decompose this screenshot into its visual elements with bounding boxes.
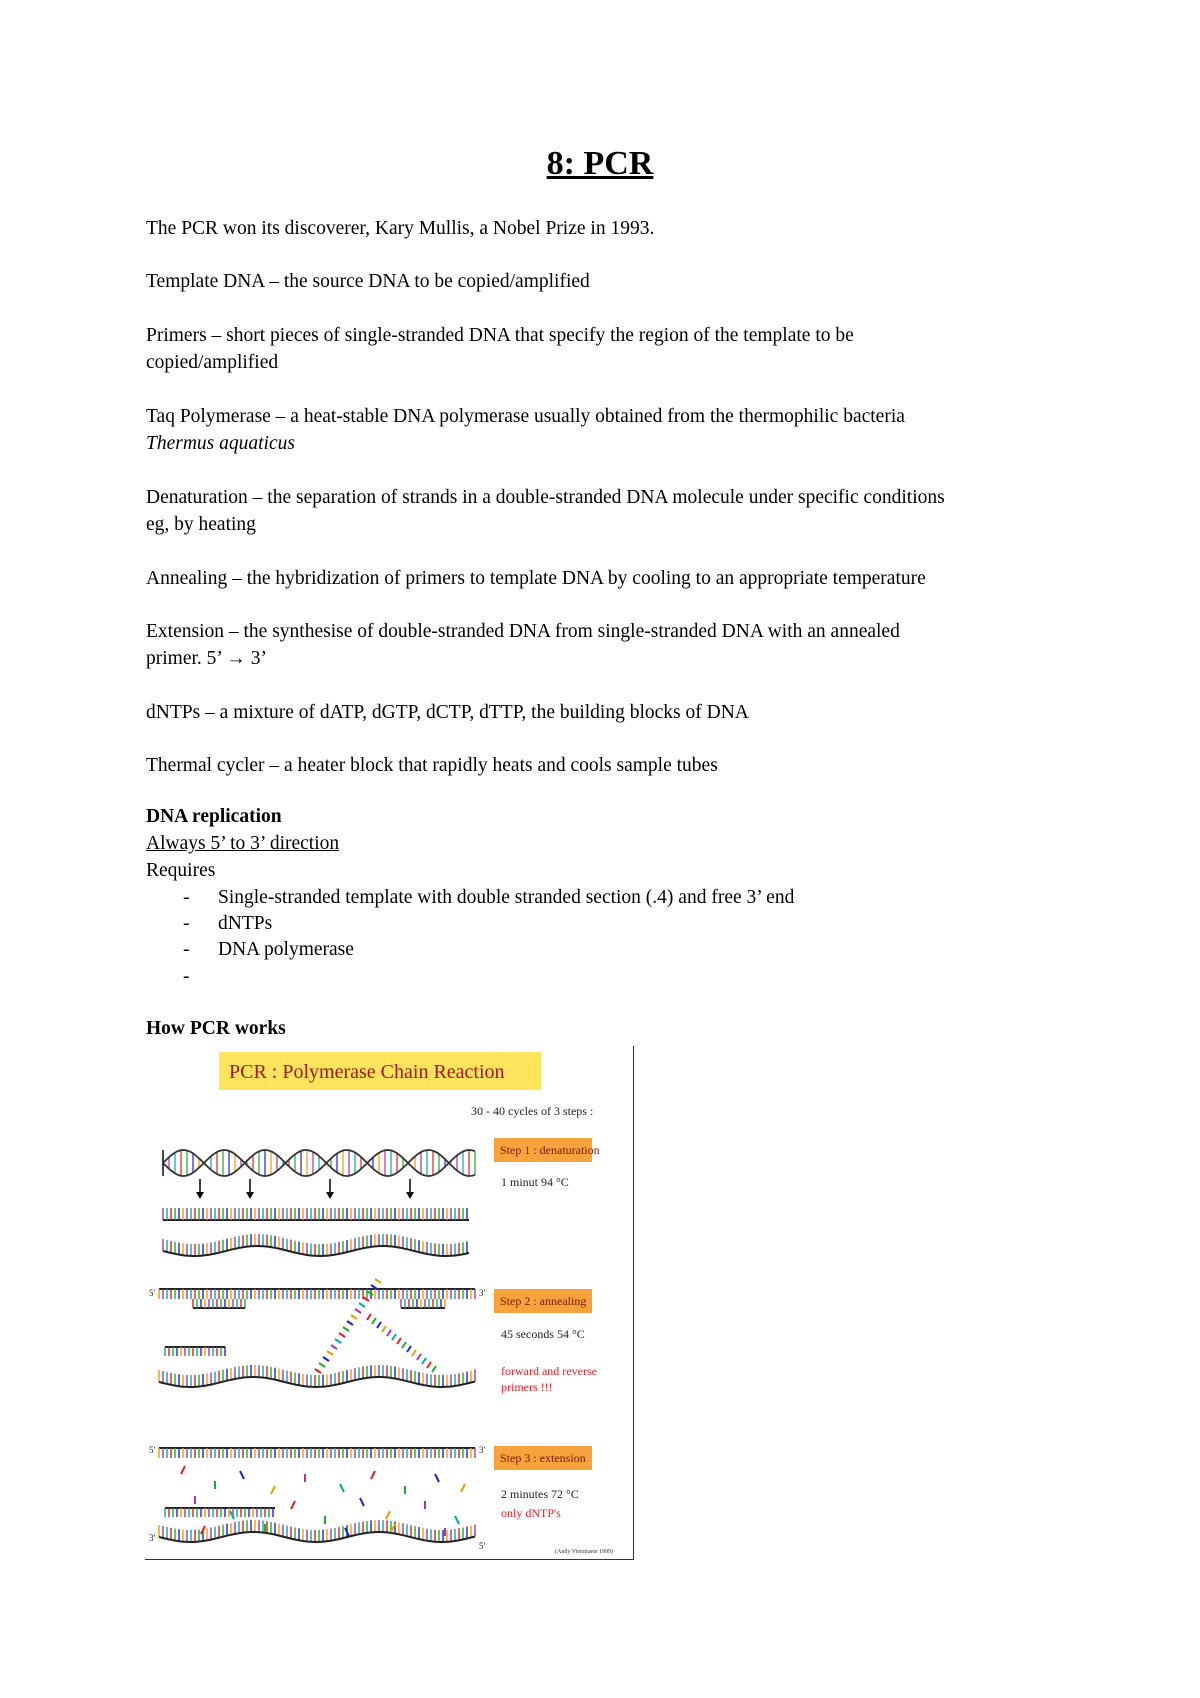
how-pcr-works-heading: How PCR works [146, 1018, 286, 1039]
dntp [386, 1511, 390, 1519]
figure-credit: (Andy Vierstraete 1999) [555, 1549, 614, 1555]
dntp [271, 1486, 275, 1494]
cycles-text: 30 - 40 cycles of 3 steps : [471, 1104, 594, 1118]
dntp [291, 1501, 295, 1509]
step2-note2: primers !!! [501, 1380, 553, 1394]
def-taq-line1: Taq Polymerase – a heat-stable DNA polymerase usually obtained from the thermophilic bacteria [146, 406, 905, 427]
def-denaturation-line2: eg, by heating [146, 514, 256, 535]
primer-base [427, 1362, 431, 1368]
primer-base [335, 1339, 341, 1343]
def-primers-line2: copied/amplified [146, 352, 279, 373]
primer-base [417, 1354, 421, 1360]
primer-base [351, 1315, 357, 1319]
def-extension [146, 618, 1076, 672]
primer-base [367, 1314, 371, 1320]
primer-base [407, 1346, 411, 1352]
dna-strands [159, 1150, 475, 1542]
banner-text: PCR : Polymerase Chain Reaction [229, 1061, 505, 1083]
bullet-marker: - [183, 966, 190, 987]
primer-base [363, 1297, 369, 1301]
primer-base [315, 1369, 321, 1373]
step2-label: Step 2 : annealing [500, 1294, 587, 1308]
dntp [455, 1516, 459, 1524]
pcr-diagram [145, 1046, 634, 1560]
bullet-marker: - [183, 913, 190, 934]
def-primers [146, 322, 1076, 376]
end-label: 3' [479, 1288, 486, 1298]
primer-base [359, 1303, 365, 1307]
replication-direction: Always 5’ to 3’ direction [146, 833, 340, 854]
end-label: 3' [149, 1533, 156, 1543]
def-primers-line1: Primers – short pieces of single-stranded DNA that specify the region of the template to be [146, 325, 854, 346]
primer-base [331, 1345, 337, 1349]
end-label: 5' [479, 1541, 486, 1551]
arrow-head [326, 1192, 334, 1199]
step2-note1: forward and reverse [501, 1364, 597, 1378]
primer-base [432, 1366, 436, 1372]
bullet-marker: - [183, 887, 190, 908]
def-denaturation [146, 484, 1076, 538]
dntp [340, 1484, 344, 1492]
primer-base [392, 1334, 396, 1340]
def-extension-line2: primer. 5’ → 3’ [146, 648, 267, 669]
primer-base [327, 1351, 333, 1355]
def-taq [146, 403, 1076, 457]
bullet-marker: - [183, 939, 190, 960]
step3-note1: only dNTP's [501, 1506, 561, 1520]
step3-detail: 2 minutes 72 °C [501, 1487, 579, 1501]
end-label: 5' [149, 1288, 156, 1298]
dntp [360, 1498, 364, 1506]
primer-base [377, 1322, 381, 1328]
step2-detail: 45 seconds 54 °C [501, 1327, 585, 1341]
requirement-item: DNA polymerase [218, 939, 354, 960]
primer-base [367, 1291, 373, 1295]
dntp [371, 1471, 375, 1479]
page-title: 8: PCR [546, 145, 654, 182]
def-taq-line2: Thermus aquaticus [146, 433, 295, 454]
primer-base [402, 1342, 406, 1348]
step1-label: Step 1 : denaturation [500, 1143, 600, 1157]
dntp [240, 1471, 244, 1479]
primer-base [422, 1358, 426, 1364]
requirement-item: Single-stranded template with double stranded section (.4) and free 3’ end [218, 887, 795, 908]
requirement-item: dNTPs [218, 913, 273, 934]
step1-detail: 1 minut 94 °C [501, 1175, 569, 1189]
end-label: 3' [479, 1445, 486, 1455]
primer-base [372, 1318, 376, 1324]
end-label: 5' [149, 1445, 156, 1455]
replication-requires: Requires [146, 860, 216, 881]
primer-base [323, 1357, 329, 1361]
primer-base [387, 1330, 391, 1336]
arrow-head [196, 1192, 204, 1199]
pcr-diagram-svg [145, 1046, 633, 1559]
def-thermal-cycler: Thermal cycler – a heater block that rapidly heats and cools sample tubes [146, 755, 718, 776]
replication-heading: DNA replication [146, 806, 282, 827]
primer-base [412, 1350, 416, 1356]
primer-base [347, 1321, 353, 1325]
primer-base [397, 1338, 401, 1344]
def-annealing: Annealing – the hybridization of primers to template DNA by cooling to an appropriate temperature [146, 568, 926, 589]
def-template-dna: Template DNA – the source DNA to be copied/amplified [146, 271, 590, 292]
arrow-head [406, 1192, 414, 1199]
dntp [435, 1474, 439, 1482]
def-dntps: dNTPs – a mixture of dATP, dGTP, dCTP, dTTP, the building blocks of DNA [146, 702, 749, 723]
step3-label: Step 3 : extension [500, 1451, 586, 1465]
def-extension-line1: Extension – the synthesise of double-stranded DNA from single-stranded DNA with an annealed [146, 621, 900, 642]
primer-base [319, 1363, 325, 1367]
primer-base [382, 1326, 386, 1332]
dntp [181, 1466, 185, 1474]
dntp [461, 1484, 465, 1492]
primer-base [355, 1309, 361, 1313]
primer-base [339, 1333, 345, 1337]
arrow-head [246, 1192, 254, 1199]
primer-base [343, 1327, 349, 1331]
def-denaturation-line1: Denaturation – the separation of strands in a double-stranded DNA molecule under specific conditions [146, 487, 945, 508]
intro-text: The PCR won its discoverer, Kary Mullis, a Nobel Prize in 1993. [146, 218, 655, 239]
primer-base [375, 1279, 381, 1283]
